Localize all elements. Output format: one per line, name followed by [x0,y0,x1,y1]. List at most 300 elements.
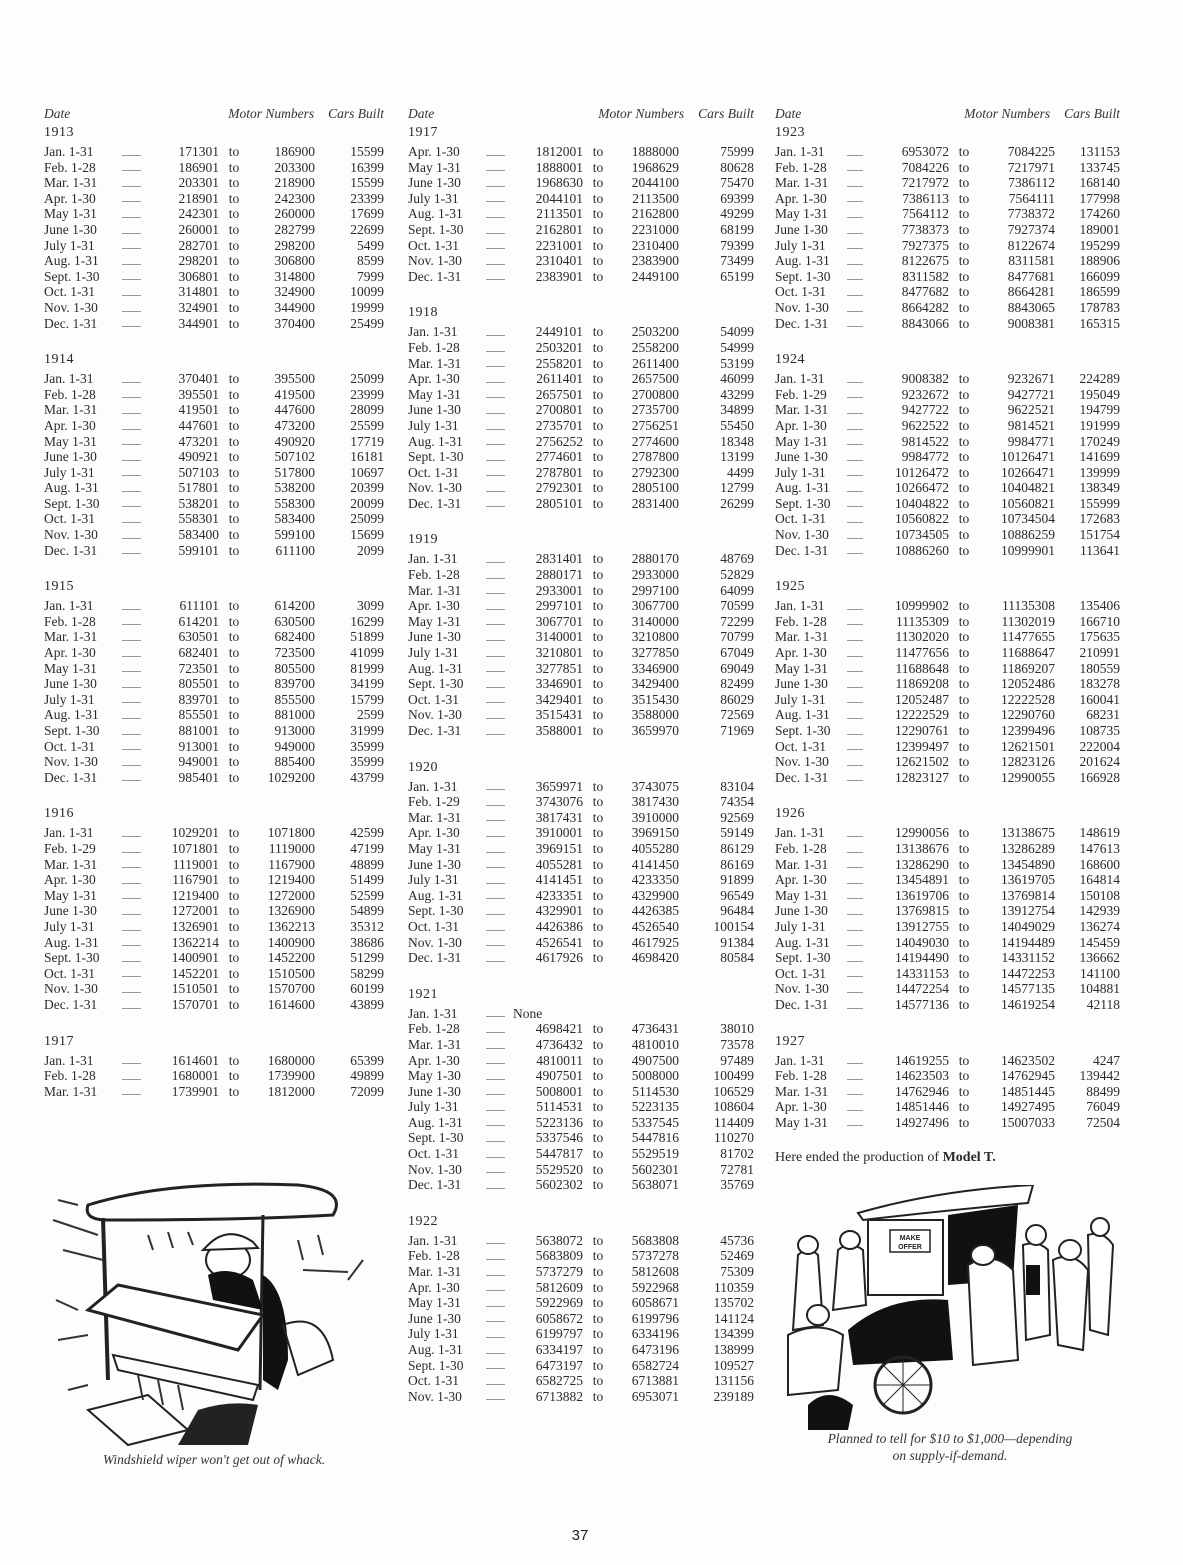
date-range: Apr. 1-30 [44,872,149,888]
cars-built: 18348 [720,433,754,449]
table-row [408,269,754,285]
cars-built: 45736 [720,1232,754,1248]
motor-number-end: 5737278 [631,1248,679,1264]
table-row [775,238,1120,254]
cars-built: 17719 [350,433,384,449]
to-word: to [228,613,240,629]
cars-built: 72504 [1086,1114,1120,1130]
date-range: June 1-30 [408,402,513,418]
motor-number-end: 14049029 [1001,918,1055,934]
to-word: to [228,371,240,387]
date-range: Jan. 1-31 [408,1006,513,1022]
motor-number-end: 4526540 [631,918,679,934]
motor-number-end: 4810010 [631,1036,679,1052]
cars-built: 110270 [714,1130,754,1146]
to-word: to [228,629,240,645]
motor-number-end: 3969150 [631,825,679,841]
date-range: July 1-31 [408,418,513,434]
table-row [775,371,1120,387]
table-row [408,465,754,481]
table-row [408,434,754,450]
table-row [775,692,1120,708]
cars-built: 108604 [713,1099,754,1115]
to-word: to [958,723,970,738]
motor-number-end: 855500 [274,691,315,707]
cars-built: 8599 [357,253,384,269]
motor-number-start: 9814522 [901,433,949,449]
cars-built: 35999 [350,738,384,754]
motor-number-start: 14331153 [895,965,949,981]
motor-number-start: 1614601 [171,1052,219,1068]
table-row [775,676,1120,692]
table-row [44,966,384,982]
motor-number-start: 306801 [178,268,219,284]
motor-number-end: 5529519 [631,1146,679,1162]
to-word: to [592,1099,604,1115]
date-range: Sept. 1-30 [408,1130,513,1146]
to-word: to [958,159,970,175]
motor-number-end: 517800 [274,464,315,480]
table-row [775,950,1120,966]
motor-number-start: 3659971 [535,778,583,794]
cars-built: 191999 [1079,417,1120,433]
header-date: Date [775,106,802,121]
cars-built: 67049 [720,645,754,661]
to-word: to [958,660,970,676]
to-word: to [592,707,604,723]
table-row [408,496,754,512]
cars-built: 22699 [350,221,384,237]
svg-text:OFFER: OFFER [898,1244,922,1251]
year-heading: 1919 [408,532,438,548]
to-word: to [592,1177,604,1193]
table-row [44,598,384,614]
table-row [44,903,384,919]
date-range: Feb. 1-28 [44,1068,149,1084]
cars-built: 2599 [357,707,384,723]
motor-number-end: 2657500 [631,371,679,387]
to-word: to [228,738,240,754]
cars-built: 180559 [1079,660,1120,676]
table-row [408,1068,754,1084]
motor-number-start: 11477656 [895,645,949,661]
cars-built: 41099 [350,645,384,661]
cars-built: 13199 [720,449,754,465]
date-range: July 1-31 [775,919,871,935]
date-range: Feb. 1-28 [44,387,149,403]
to-word: to [958,417,970,433]
motor-number-end: 186900 [274,144,315,159]
table-row [408,1115,754,1131]
motor-number-start: 13769815 [895,903,949,919]
motor-number-end: 11477655 [1001,629,1055,645]
date-range: Mar. 1-31 [775,857,871,873]
table-row [775,723,1120,739]
date-range: June 1-30 [44,676,149,692]
motor-number-end: 10126471 [1001,449,1055,465]
date-range: May 1-31 [44,206,149,222]
motor-number-end: 8843065 [1007,299,1055,315]
date-range: June 1-30 [44,222,149,238]
motor-number-start: 344901 [178,315,219,331]
table-row [44,527,384,543]
motor-number-end: 7217971 [1007,159,1055,175]
table-row [775,418,1120,434]
cars-built: 31999 [350,723,384,738]
date-range: Nov. 1-30 [775,300,871,316]
date-range: June 1-30 [44,449,149,465]
cars-built: 166710 [1079,613,1120,629]
motor-number-end: 3588000 [631,707,679,723]
year-heading: 1922 [408,1213,438,1229]
date-range: Jan. 1-31 [408,1233,513,1249]
motor-number-start: 630501 [178,629,219,645]
motor-number-end: 9622521 [1007,402,1055,418]
motor-number-start: 203301 [178,175,219,191]
motor-number-start: 7564112 [902,206,949,222]
motor-number-start: 1739901 [171,1083,219,1099]
motor-number-end: 11869207 [1001,660,1055,676]
table-row [775,966,1120,982]
motor-number-end: 14851445 [1001,1083,1055,1099]
motor-number-end: 9984771 [1007,433,1055,449]
motor-number-start: 5683809 [535,1248,583,1264]
date-range: Mar. 1-31 [408,810,513,826]
column-1 [44,104,384,1119]
cars-built: 142939 [1079,903,1120,919]
cars-built: 195049 [1079,386,1120,402]
motor-number-end: 473200 [274,417,315,433]
to-word: to [592,386,604,402]
motor-number-start: 13912755 [895,918,949,934]
motor-number-end: 2611400 [632,355,679,371]
to-word: to [228,934,240,950]
cars-built: 69049 [720,660,754,676]
header-motor-numbers: Motor Numbers [228,106,315,121]
motor-number-end: 7564111 [1008,190,1055,206]
motor-number-end: 3140000 [631,613,679,629]
date-range: Sept. 1-30 [775,269,871,285]
to-word: to [228,417,240,433]
motor-number-start: 5008001 [535,1083,583,1099]
cars-built: 131156 [714,1373,754,1389]
cars-built: 54099 [720,324,754,340]
to-word: to [592,237,604,253]
to-word: to [592,268,604,284]
date-range: Dec. 1-31 [408,1177,513,1193]
table-row [408,340,754,356]
motor-number-end: 1570700 [267,981,315,997]
table-row [44,434,384,450]
cars-built: 170249 [1079,433,1120,449]
date-range: July 1-31 [408,1099,513,1115]
motor-number-start: 985401 [178,769,219,785]
to-word: to [958,598,970,614]
motor-number-start: 282701 [178,237,219,253]
cars-built: 10099 [350,284,384,300]
motor-number-end: 8311581 [1008,253,1055,269]
motor-number-start: 10560822 [895,511,949,527]
to-word: to [592,371,604,387]
motor-number-end: 4907500 [631,1052,679,1068]
cars-built: 80628 [720,159,754,175]
date-range: Mar. 1-31 [44,1084,149,1100]
table-row [44,175,384,191]
to-word: to [228,386,240,402]
motor-number-end: 1272000 [267,887,315,903]
to-word: to [592,1114,604,1130]
motor-number-start: 2449101 [535,324,583,340]
cars-built: 133745 [1079,159,1120,175]
date-range: Aug. 1-31 [408,1115,513,1131]
table-row [775,511,1120,527]
to-word: to [228,981,240,997]
motor-number-start: 8664282 [901,299,949,315]
motor-number-start: 6473197 [535,1357,583,1373]
cars-built: 4499 [727,464,754,480]
year-block [775,351,1120,558]
cars-built: 72781 [720,1161,754,1177]
motor-number-end: 3743075 [631,778,679,794]
cars-built: 239189 [713,1388,754,1404]
motor-number-start: 12052487 [895,691,949,707]
date-range: Feb. 1-28 [44,614,149,630]
motor-number-end: 218900 [274,175,315,191]
to-word: to [228,918,240,934]
cars-built: 52469 [720,1248,754,1264]
table-row [775,707,1120,723]
date-range: Feb. 1-28 [775,160,871,176]
to-word: to [592,159,604,175]
motor-number-start: None [513,1005,543,1021]
motor-number-end: 7738372 [1007,206,1055,222]
motor-number-end: 10404821 [1001,480,1055,496]
to-word: to [958,1099,970,1115]
motor-number-start: 2787801 [535,464,583,480]
table-row [775,919,1120,935]
date-range: July 1-31 [44,919,149,935]
date-range: Nov. 1-30 [408,1389,513,1405]
to-word: to [958,934,970,950]
date-range: Nov. 1-30 [44,981,149,997]
to-word: to [958,965,970,981]
motor-number-end: 13912754 [1001,903,1055,919]
to-word: to [592,339,604,355]
table-row [408,1099,754,1115]
motor-number-start: 14194490 [895,950,949,966]
to-word: to [228,299,240,315]
date-range: Sept. 1-30 [775,950,871,966]
motor-number-start: 1570701 [171,996,219,1012]
table-row [44,692,384,708]
motor-number-start: 2700801 [535,402,583,418]
motor-number-start: 6953072 [901,144,949,159]
motor-number-end: 10560821 [1001,495,1055,511]
table-row [775,175,1120,191]
to-word: to [228,144,240,159]
table-row [408,1342,754,1358]
cars-built: 54899 [350,903,384,919]
date-range: June 1-30 [408,1084,513,1100]
to-word: to [592,660,604,676]
motor-number-end: 13619705 [1001,872,1055,888]
motor-number-start: 447601 [178,417,219,433]
year-heading: 1923 [775,125,805,140]
table-row [775,629,1120,645]
motor-number-end: 2831400 [631,495,679,511]
motor-number-start: 611101 [179,598,219,614]
date-range: Mar. 1-31 [775,175,871,191]
table-row [44,449,384,465]
table-row [408,222,754,238]
to-word: to [958,527,970,543]
motor-number-start: 2383901 [535,268,583,284]
cars-built: 201624 [1079,754,1120,770]
to-word: to [592,433,604,449]
motor-number-start: 9232672 [901,386,949,402]
table-row [44,269,384,285]
cars-built: 96484 [720,903,754,919]
year-heading: 1920 [408,759,438,775]
to-word: to [958,175,970,191]
date-range: June 1-30 [408,629,513,645]
date-range: Apr. 1-30 [408,371,513,387]
table-row [408,567,754,583]
date-range: May 1-31 [44,434,149,450]
table-row [408,857,754,873]
motor-number-start: 12823127 [895,769,949,785]
cars-built: 86029 [720,691,754,707]
date-range: Oct. 1-31 [775,739,871,755]
motor-number-end: 5223135 [631,1099,679,1115]
date-range: Jan. 1-31 [775,371,871,387]
cars-built: 172683 [1079,511,1120,527]
to-word: to [592,934,604,950]
cars-built: 25499 [350,315,384,331]
motor-number-start: 2831401 [535,551,583,567]
table-row [775,997,1120,1013]
motor-number-end: 881000 [274,707,315,723]
to-word: to [592,1295,604,1311]
year-heading: 1918 [408,305,438,321]
year-block [408,759,754,966]
cars-built: 35312 [350,918,384,934]
table-row [408,810,754,826]
cars-built: 58299 [350,965,384,981]
cars-built: 10697 [350,464,384,480]
motor-number-end: 2503200 [631,324,679,340]
motor-number-end: 11135308 [1002,598,1055,614]
motor-number-start: 7927375 [901,237,949,253]
column-header [408,104,754,124]
cars-built: 177998 [1079,190,1120,206]
header-date: Date [44,106,71,121]
cars-built: 16399 [350,159,384,175]
cars-built: 48899 [350,856,384,872]
date-range: Oct. 1-31 [408,465,513,481]
motor-number-end: 614200 [274,598,315,614]
date-range: Dec. 1-31 [775,543,871,559]
table-row [775,661,1120,677]
motor-number-start: 490921 [178,449,219,465]
motor-number-start: 2805101 [535,495,583,511]
cars-built: 34899 [720,402,754,418]
table-row [44,480,384,496]
motor-number-start: 11135309 [896,613,949,629]
to-word: to [958,495,970,511]
table-row [408,1021,754,1037]
motor-number-end: 2933000 [631,567,679,583]
to-word: to [592,1068,604,1084]
cars-built: 26299 [720,495,754,511]
date-range: Feb. 1-29 [775,387,871,403]
motor-number-start: 9008382 [901,371,949,387]
date-range: July 1-31 [408,1326,513,1342]
motor-number-end: 260000 [274,206,315,222]
to-word: to [958,887,970,903]
cars-built: 28099 [350,402,384,418]
date-range: Aug. 1-31 [44,480,149,496]
motor-number-end: 913000 [274,723,315,738]
motor-number-start: 13619706 [895,887,949,903]
motor-number-end: 2113500 [632,190,679,206]
date-range: Jan. 1-31 [775,825,871,841]
table-row [408,206,754,222]
motor-number-end: 12621501 [1001,738,1055,754]
cars-built: 12799 [720,480,754,496]
table-row [44,371,384,387]
to-word: to [228,903,240,919]
table-row [775,206,1120,222]
date-range: May 1-31 [775,434,871,450]
to-word: to [592,1388,604,1404]
motor-number-end: 1119000 [268,840,315,856]
table-row [44,511,384,527]
cars-built: 183278 [1079,676,1120,692]
to-word: to [228,480,240,496]
cars-built: 65199 [720,268,754,284]
motor-number-end: 507102 [274,449,315,465]
motor-number-start: 5812609 [535,1279,583,1295]
motor-number-start: 419501 [178,402,219,418]
cars-built: 91384 [720,934,754,950]
to-word: to [958,237,970,253]
table-row [775,645,1120,661]
table-row [775,449,1120,465]
cars-built: 134399 [713,1326,754,1342]
motor-number-end: 1968629 [631,159,679,175]
to-word: to [958,856,970,872]
date-range: Oct. 1-31 [44,966,149,982]
date-range: Sept. 1-30 [44,950,149,966]
motor-number-start: 6334197 [535,1342,583,1357]
to-word: to [592,613,604,629]
to-word: to [228,175,240,191]
to-word: to [228,495,240,511]
motor-number-start: 2113501 [536,206,583,222]
date-range: Oct. 1-31 [775,511,871,527]
date-range: July 1-31 [408,191,513,207]
cars-built: 70799 [720,629,754,645]
cars-built: 155999 [1079,495,1120,511]
motor-number-start: 517801 [178,480,219,496]
to-word: to [228,645,240,661]
date-range: Dec. 1-31 [408,496,513,512]
to-word: to [228,464,240,480]
cars-built: 189001 [1079,221,1120,237]
motor-number-end: 599100 [274,527,315,543]
table-row [775,222,1120,238]
